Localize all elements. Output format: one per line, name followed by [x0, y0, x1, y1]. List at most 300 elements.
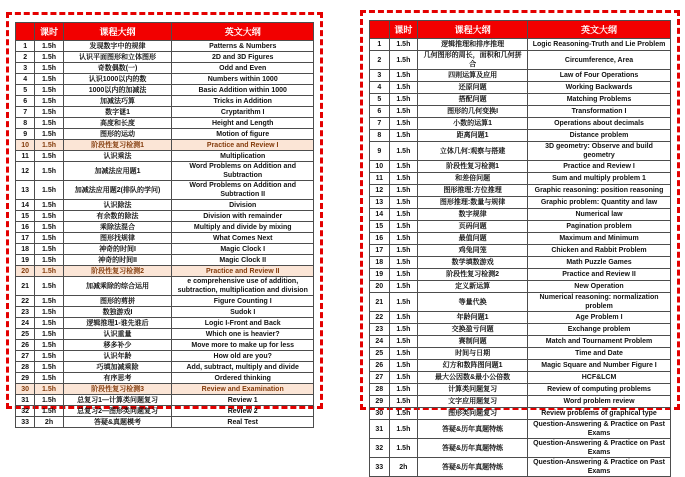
lesson-number-cell: 26 [16, 340, 35, 351]
en-outline-cell: Multiply and divide by mixing [172, 222, 314, 233]
lesson-number-cell: 16 [16, 222, 35, 233]
cn-outline-cell: 认识乘法 [63, 151, 172, 162]
table-body [16, 41, 314, 428]
table-row [370, 233, 671, 245]
table-row [370, 161, 671, 173]
lesson-number-cell: 15 [16, 211, 35, 222]
table-row [370, 281, 671, 293]
lesson-number-cell: 17 [370, 245, 390, 257]
table-row [16, 233, 314, 244]
cn-outline-cell: 页码问题 [418, 221, 528, 233]
cn-outline-cell: 图形推理:方位推理 [418, 185, 528, 197]
en-outline-cell: New Operation [528, 281, 671, 293]
table-row [370, 130, 671, 142]
header-hours: 课时 [389, 21, 418, 39]
en-outline-cell: Law of Four Operations [528, 70, 671, 82]
lesson-number-cell: 2 [370, 51, 390, 70]
table-row-review [16, 266, 314, 277]
lesson-number-cell: 8 [16, 118, 35, 129]
lesson-number-cell: 4 [370, 82, 390, 94]
en-outline-cell: Division [172, 200, 314, 211]
curriculum-panel-level2 [360, 10, 680, 475]
en-outline-cell: Numerical reasoning: normalization problem [528, 293, 671, 312]
en-outline-cell: Math Puzzle Games [528, 257, 671, 269]
cn-outline-cell: 数字规律 [418, 209, 528, 221]
table-row [370, 142, 671, 161]
en-outline-cell: Ordered thinking [172, 373, 314, 384]
table-row [370, 336, 671, 348]
lesson-number-cell: 25 [370, 348, 390, 360]
lesson-number-cell: 32 [370, 439, 390, 458]
en-outline-cell: Graphic reasoning: position reasoning [528, 185, 671, 197]
cn-outline-cell: 阶段性复习检测1 [63, 140, 172, 151]
lesson-number-cell: 32 [16, 406, 35, 417]
cn-outline-cell: 答疑&历年真题特练 [418, 458, 528, 477]
lesson-number-cell: 7 [370, 118, 390, 130]
table-row [370, 458, 671, 477]
hours-cell: 1.5h [35, 244, 63, 255]
cn-outline-cell: 加减法应用题2(排队的学问) [63, 181, 172, 200]
hours-cell: 1.5h [389, 439, 418, 458]
cn-outline-cell: 阶段性复习检测2 [418, 269, 528, 281]
hours-cell: 1.5h [35, 74, 63, 85]
hours-cell: 1.5h [389, 70, 418, 82]
lesson-number-cell: 29 [370, 396, 390, 408]
table-row [370, 51, 671, 70]
table-row [16, 222, 314, 233]
en-outline-cell: Operations about decimals [528, 118, 671, 130]
hours-cell: 1.5h [389, 396, 418, 408]
cn-outline-cell: 答疑&历年真题特练 [418, 420, 528, 439]
hours-cell: 1.5h [389, 82, 418, 94]
cn-outline-cell: 图形的几何变换I [418, 106, 528, 118]
en-outline-cell: Exchange problem [528, 324, 671, 336]
hours-cell: 1.5h [35, 211, 63, 222]
lesson-number-cell: 12 [370, 185, 390, 197]
en-outline-cell: Which one is heavier? [172, 329, 314, 340]
table-row [16, 406, 314, 417]
lesson-number-cell: 30 [370, 408, 390, 420]
hours-cell: 1.5h [389, 94, 418, 106]
cn-outline-cell: 交换盈亏问题 [418, 324, 528, 336]
cn-outline-cell: 搭配问题 [418, 94, 528, 106]
table-row [370, 372, 671, 384]
table-row [370, 408, 671, 420]
hours-cell: 1.5h [389, 372, 418, 384]
cn-outline-cell: 图形的剪拼 [63, 296, 172, 307]
lesson-number-cell: 24 [16, 318, 35, 329]
cn-outline-cell: 数学填数游戏 [418, 257, 528, 269]
hours-cell: 1.5h [35, 277, 63, 296]
table-row [370, 312, 671, 324]
cn-outline-cell: 奇数偶数(一) [63, 63, 172, 74]
lesson-number-cell: 19 [16, 255, 35, 266]
lesson-number-cell: 18 [16, 244, 35, 255]
cn-outline-cell: 加减法巧算 [63, 96, 172, 107]
hours-cell: 1.5h [35, 351, 63, 362]
table-row [370, 118, 671, 130]
table-row [16, 129, 314, 140]
cn-outline-cell: 定义新运算 [418, 281, 528, 293]
table-row [370, 173, 671, 185]
table-row [370, 245, 671, 257]
cn-outline-cell: 总复习2—图形类问题复习 [63, 406, 172, 417]
hours-cell: 1.5h [389, 324, 418, 336]
lesson-number-cell: 20 [370, 281, 390, 293]
en-outline-cell: Pagination problem [528, 221, 671, 233]
cn-outline-cell: 逻辑推理和排序推理 [418, 39, 528, 51]
en-outline-cell: Review and Examination [172, 384, 314, 395]
lesson-number-cell: 5 [370, 94, 390, 106]
cn-outline-cell: 几何图形的周长，面积和几何拼合 [418, 51, 528, 70]
cn-outline-cell: 乘除法混合 [63, 222, 172, 233]
en-outline-cell: Practice and Review I [528, 161, 671, 173]
hours-cell: 1.5h [389, 312, 418, 324]
table-row [370, 185, 671, 197]
header-cn-outline: 课程大纲 [418, 21, 528, 39]
hours-cell: 1.5h [35, 266, 63, 277]
lesson-number-cell: 26 [370, 360, 390, 372]
en-outline-cell: Review 2 [172, 406, 314, 417]
cn-outline-cell: 鸡兔同笼 [418, 245, 528, 257]
header-row [370, 21, 671, 39]
lesson-number-cell: 31 [16, 395, 35, 406]
en-outline-cell: Review 1 [172, 395, 314, 406]
hours-cell: 1.5h [389, 39, 418, 51]
hours-cell: 1.5h [35, 362, 63, 373]
table-row [370, 221, 671, 233]
lesson-number-cell: 23 [370, 324, 390, 336]
en-outline-cell: Review problems of graphical type [528, 408, 671, 420]
hours-cell: 1.5h [389, 173, 418, 185]
en-outline-cell: Distance problem [528, 130, 671, 142]
cn-outline-cell: 高度和长度 [63, 118, 172, 129]
curriculum-table-level1 [15, 22, 314, 428]
table-row [16, 318, 314, 329]
cn-outline-cell: 图形推理:数量与规律 [418, 197, 528, 209]
cn-outline-cell: 距离问题1 [418, 130, 528, 142]
lesson-number-cell: 4 [16, 74, 35, 85]
cn-outline-cell: 年龄问题1 [418, 312, 528, 324]
lesson-number-cell: 29 [16, 373, 35, 384]
en-outline-cell: 2D and 3D Figures [172, 52, 314, 63]
table-row [370, 257, 671, 269]
lesson-number-cell: 9 [16, 129, 35, 140]
cn-outline-cell: 文字应用题复习 [418, 396, 528, 408]
cn-outline-cell: 和差倍问题 [418, 173, 528, 185]
en-outline-cell: Odd and Even [172, 63, 314, 74]
hours-cell: 2h [35, 417, 63, 428]
en-outline-cell: Matching Problems [528, 94, 671, 106]
table-row [16, 362, 314, 373]
curriculum-table-level2 [369, 20, 671, 477]
table-row [16, 52, 314, 63]
hours-cell: 1.5h [389, 130, 418, 142]
table-row [16, 417, 314, 428]
cn-outline-cell: 小数的运算1 [418, 118, 528, 130]
en-outline-cell: Figure Counting I [172, 296, 314, 307]
en-outline-cell: Word Problems on Addition and Subtraction [172, 162, 314, 181]
en-outline-cell: Working Backwards [528, 82, 671, 94]
table-row [370, 293, 671, 312]
cn-outline-cell: 认识除法 [63, 200, 172, 211]
en-outline-cell: Word problem review [528, 396, 671, 408]
en-outline-cell: Numerical law [528, 209, 671, 221]
en-outline-cell: Move more to make up for less [172, 340, 314, 351]
en-outline-cell: Match and Tournament Problem [528, 336, 671, 348]
hours-cell: 1.5h [389, 293, 418, 312]
header-en-outline: 英文大纲 [528, 21, 671, 39]
cn-outline-cell: 总复习1—计算类问题复习 [63, 395, 172, 406]
cn-outline-cell: 图形类问题复习 [418, 408, 528, 420]
hours-cell: 1.5h [35, 151, 63, 162]
en-outline-cell: Cryptarithm I [172, 107, 314, 118]
hours-cell: 1.5h [389, 281, 418, 293]
hours-cell: 1.5h [389, 106, 418, 118]
en-outline-cell: Review of computing problems [528, 384, 671, 396]
cn-outline-cell: 认识年龄 [63, 351, 172, 362]
cn-outline-cell: 等量代换 [418, 293, 528, 312]
en-outline-cell: Practice and Review II [528, 269, 671, 281]
cn-outline-cell: 四则运算及应用 [418, 70, 528, 82]
en-outline-cell: Graphic problem: Quantity and law [528, 197, 671, 209]
hours-cell: 1.5h [389, 142, 418, 161]
table-row [370, 324, 671, 336]
cn-outline-cell: 图形的运动 [63, 129, 172, 140]
lesson-number-cell: 19 [370, 269, 390, 281]
hours-cell: 1.5h [389, 360, 418, 372]
en-outline-cell: e comprehensive use of addition, subtraction, multiplication and division [172, 277, 314, 296]
table-row [370, 384, 671, 396]
en-outline-cell: Real Test [172, 417, 314, 428]
cn-outline-cell: 移多补少 [63, 340, 172, 351]
lesson-number-cell: 17 [16, 233, 35, 244]
hours-cell: 1.5h [389, 257, 418, 269]
hours-cell: 1.5h [389, 51, 418, 70]
table-row [16, 107, 314, 118]
table-row [16, 255, 314, 266]
lesson-number-cell: 6 [16, 96, 35, 107]
cn-outline-cell: 阶段性复习检测3 [63, 384, 172, 395]
cn-outline-cell: 加减乘除的综合运用 [63, 277, 172, 296]
hours-cell: 1.5h [389, 161, 418, 173]
header-cn-outline: 课程大纲 [63, 23, 172, 41]
table-row [16, 74, 314, 85]
en-outline-cell: Magic Clock I [172, 244, 314, 255]
en-outline-cell: Sum and multiply problem 1 [528, 173, 671, 185]
hours-cell: 2h [389, 458, 418, 477]
table-row [370, 439, 671, 458]
cn-outline-cell: 有余数的除法 [63, 211, 172, 222]
lesson-number-cell: 23 [16, 307, 35, 318]
en-outline-cell: Practice and Review II [172, 266, 314, 277]
hours-cell: 1.5h [389, 245, 418, 257]
en-outline-cell: Question-Answering & Practice on Past Exams [528, 458, 671, 477]
hours-cell: 1.5h [35, 63, 63, 74]
cn-outline-cell: 阶段性复习检测1 [418, 161, 528, 173]
en-outline-cell: 3D geometry: Observe and build geometry [528, 142, 671, 161]
lesson-number-cell: 16 [370, 233, 390, 245]
hours-cell: 1.5h [35, 395, 63, 406]
table-row [16, 244, 314, 255]
en-outline-cell: Age Problem I [528, 312, 671, 324]
lesson-number-cell: 14 [16, 200, 35, 211]
hours-cell: 1.5h [389, 221, 418, 233]
cn-outline-cell: 逻辑推理1-谁先谁后 [63, 318, 172, 329]
lesson-number-cell: 14 [370, 209, 390, 221]
lesson-number-cell: 8 [370, 130, 390, 142]
en-outline-cell: Chicken and Rabbit Problem [528, 245, 671, 257]
table-row [370, 269, 671, 281]
en-outline-cell: Time and Date [528, 348, 671, 360]
table-row [16, 296, 314, 307]
table-row [370, 94, 671, 106]
lesson-number-cell: 3 [370, 70, 390, 82]
lesson-number-cell: 11 [370, 173, 390, 185]
hours-cell: 1.5h [35, 255, 63, 266]
hours-cell: 1.5h [35, 329, 63, 340]
hours-cell: 1.5h [35, 318, 63, 329]
table-row [16, 162, 314, 181]
en-outline-cell: Circumference, Area [528, 51, 671, 70]
cn-outline-cell: 认识重量 [63, 329, 172, 340]
table-row [370, 360, 671, 372]
hours-cell: 1.5h [35, 340, 63, 351]
lesson-number-cell: 13 [16, 181, 35, 200]
hours-cell: 1.5h [35, 307, 63, 318]
table-row [16, 351, 314, 362]
hours-cell: 1.5h [35, 118, 63, 129]
lesson-number-cell: 13 [370, 197, 390, 209]
cn-outline-cell: 巧填加减乘除 [63, 362, 172, 373]
en-outline-cell: Multiplication [172, 151, 314, 162]
header-index [370, 21, 390, 39]
en-outline-cell: Transformation I [528, 106, 671, 118]
hours-cell: 1.5h [389, 185, 418, 197]
en-outline-cell: Question-Answering & Practice on Past Exams [528, 439, 671, 458]
hours-cell: 1.5h [389, 408, 418, 420]
en-outline-cell: Motion of figure [172, 129, 314, 140]
hours-cell: 1.5h [389, 420, 418, 439]
en-outline-cell: Add, subtract, multiply and divide [172, 362, 314, 373]
cn-outline-cell: 幻方和数阵图问题1 [418, 360, 528, 372]
hours-cell: 1.5h [389, 209, 418, 221]
cn-outline-cell: 答疑&历年真题特练 [418, 439, 528, 458]
hours-cell: 1.5h [389, 384, 418, 396]
en-outline-cell: Practice and Review I [172, 140, 314, 151]
lesson-number-cell: 18 [370, 257, 390, 269]
lesson-number-cell: 25 [16, 329, 35, 340]
lesson-number-cell: 27 [16, 351, 35, 362]
lesson-number-cell: 7 [16, 107, 35, 118]
en-outline-cell: Division with remainder [172, 211, 314, 222]
cn-outline-cell: 阶段性复习检测2 [63, 266, 172, 277]
header-index [16, 23, 35, 41]
en-outline-cell: Magic Clock II [172, 255, 314, 266]
table-row [16, 373, 314, 384]
table-body [370, 39, 671, 477]
cn-outline-cell: 赛制问题 [418, 336, 528, 348]
cn-outline-cell: 神奇的时间I [63, 244, 172, 255]
lesson-number-cell: 1 [370, 39, 390, 51]
lesson-number-cell: 22 [370, 312, 390, 324]
en-outline-cell: Basic Addition within 1000 [172, 85, 314, 96]
lesson-number-cell: 6 [370, 106, 390, 118]
hours-cell: 1.5h [35, 129, 63, 140]
lesson-number-cell: 9 [370, 142, 390, 161]
hours-cell: 1.5h [35, 96, 63, 107]
cn-outline-cell: 数字谜1 [63, 107, 172, 118]
hours-cell: 1.5h [35, 200, 63, 211]
en-outline-cell: Patterns & Numbers [172, 41, 314, 52]
cn-outline-cell: 图形找规律 [63, 233, 172, 244]
hours-cell: 1.5h [389, 197, 418, 209]
lesson-number-cell: 31 [370, 420, 390, 439]
lesson-number-cell: 21 [16, 277, 35, 296]
lesson-number-cell: 3 [16, 63, 35, 74]
cn-outline-cell: 时间与日期 [418, 348, 528, 360]
table-row [370, 82, 671, 94]
en-outline-cell: Numbers within 1000 [172, 74, 314, 85]
cn-outline-cell: 答疑&真题模考 [63, 417, 172, 428]
table-row [370, 209, 671, 221]
lesson-number-cell: 11 [16, 151, 35, 162]
hours-cell: 1.5h [35, 181, 63, 200]
hours-cell: 1.5h [35, 384, 63, 395]
table-row-review [16, 140, 314, 151]
hours-cell: 1.5h [35, 373, 63, 384]
lesson-number-cell: 33 [370, 458, 390, 477]
cn-outline-cell: 立体几何:观察与搭建 [418, 142, 528, 161]
hours-cell: 1.5h [35, 162, 63, 181]
lesson-number-cell: 2 [16, 52, 35, 63]
table-row [16, 151, 314, 162]
table-row [16, 41, 314, 52]
table-row [16, 277, 314, 296]
table-row-review [16, 384, 314, 395]
hours-cell: 1.5h [389, 336, 418, 348]
cn-outline-cell: 神奇的时间II [63, 255, 172, 266]
hours-cell: 1.5h [389, 118, 418, 130]
lesson-number-cell: 10 [16, 140, 35, 151]
en-outline-cell: Logic Reasoning-Truth and Lie Problem [528, 39, 671, 51]
en-outline-cell: Question-Answering & Practice on Past Exams [528, 420, 671, 439]
en-outline-cell: How old are you? [172, 351, 314, 362]
lesson-number-cell: 30 [16, 384, 35, 395]
cn-outline-cell: 还原问题 [418, 82, 528, 94]
table-row [16, 181, 314, 200]
table-row [16, 329, 314, 340]
en-outline-cell: Height and Length [172, 118, 314, 129]
hours-cell: 1.5h [35, 296, 63, 307]
en-outline-cell: Tricks in Addition [172, 96, 314, 107]
hours-cell: 1.5h [389, 233, 418, 245]
cn-outline-cell: 计算类问题复习 [418, 384, 528, 396]
hours-cell: 1.5h [35, 233, 63, 244]
hours-cell: 1.5h [35, 222, 63, 233]
lesson-number-cell: 24 [370, 336, 390, 348]
lesson-number-cell: 10 [370, 161, 390, 173]
lesson-number-cell: 28 [16, 362, 35, 373]
table-row [16, 307, 314, 318]
table-row [370, 39, 671, 51]
lesson-number-cell: 12 [16, 162, 35, 181]
hours-cell: 1.5h [35, 85, 63, 96]
lesson-number-cell: 22 [16, 296, 35, 307]
cn-outline-cell: 加减法应用题1 [63, 162, 172, 181]
cn-outline-cell: 认识1000以内的数 [63, 74, 172, 85]
lesson-number-cell: 21 [370, 293, 390, 312]
